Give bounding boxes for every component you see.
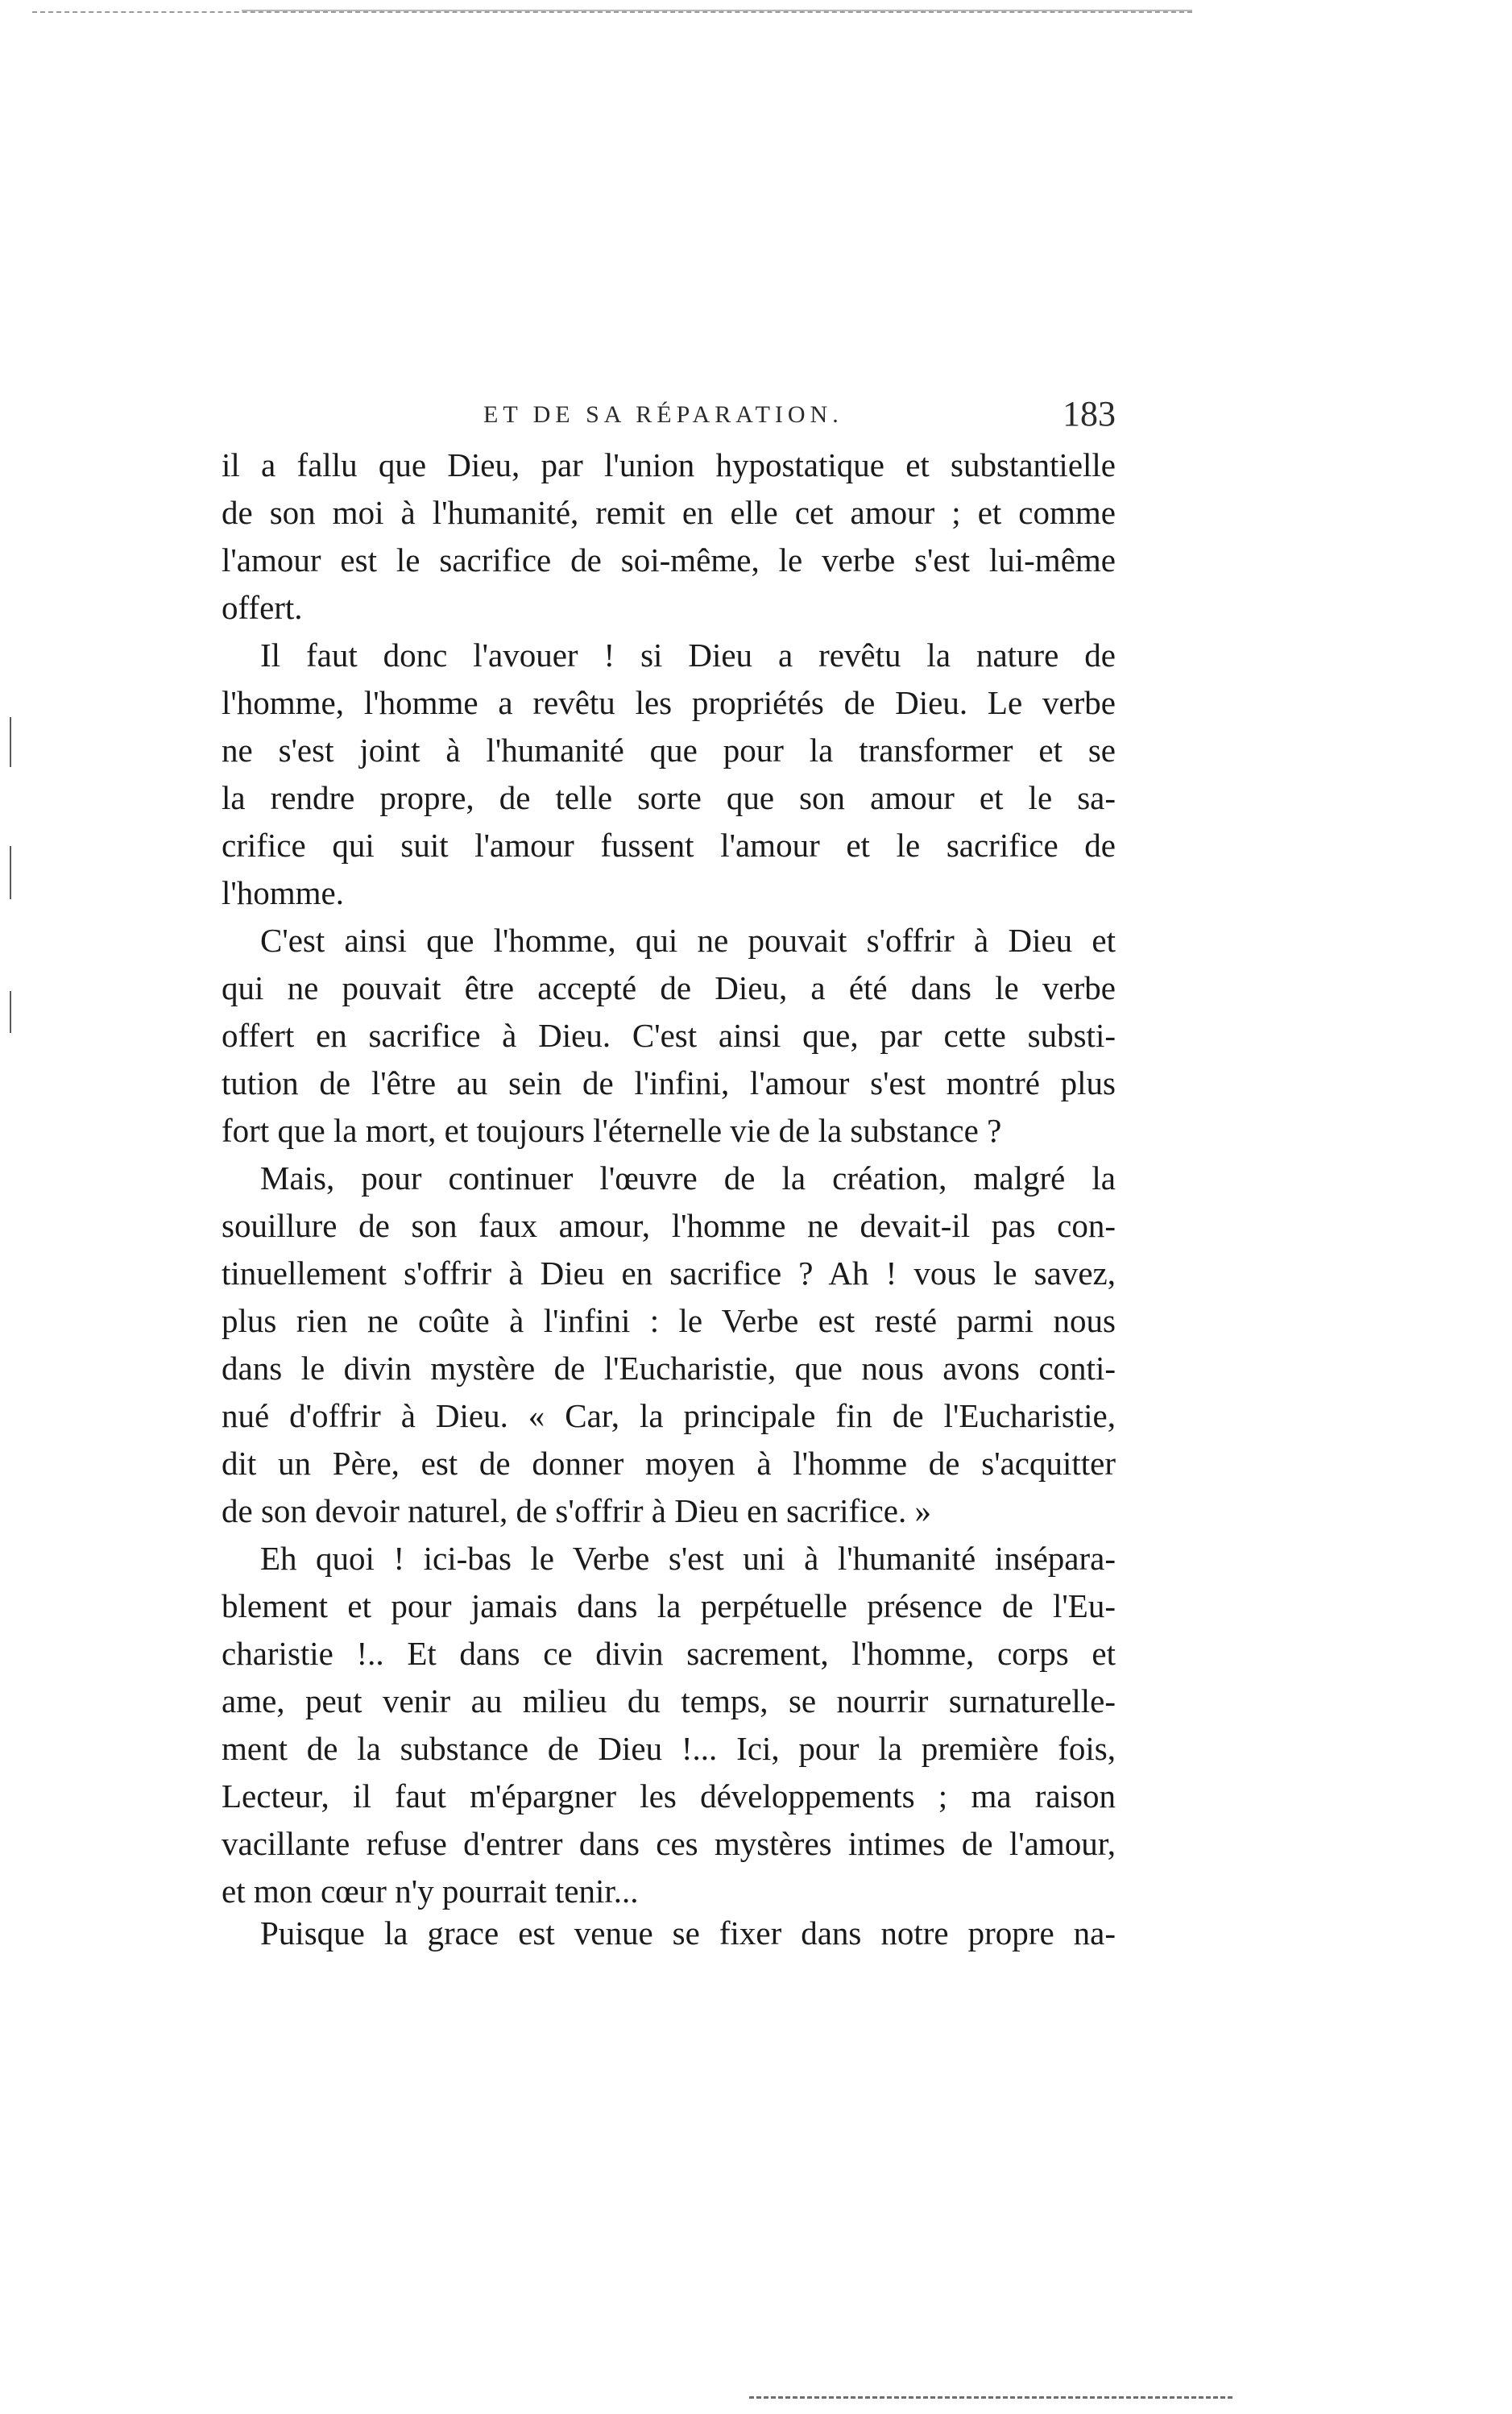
text-line: l'homme.	[222, 874, 345, 911]
margin-mark	[10, 991, 11, 1033]
text-line: nué d'offrir à Dieu. « Car, la principale fin de l'Eucharistie,	[222, 1397, 1116, 1434]
text-line: fort que la mort, et toujours l'éternelle vie de la substance ?	[222, 1112, 1002, 1149]
running-title: ET DE SA RÉPARATION.	[483, 401, 843, 428]
text-line: il a fallu que Dieu, par l'union hypostatique et substantielle	[222, 446, 1116, 483]
running-head	[222, 393, 1116, 442]
margin-mark	[10, 717, 11, 767]
text-line: vacillante refuse d'entrer dans ces mystères intimes de l'amour,	[222, 1825, 1116, 1862]
text-line: dit un Père, est de donner moyen à l'homme de s'acquitter	[222, 1445, 1116, 1482]
text-line: tution de l'être au sein de l'infini, l'amour s'est montré plus	[222, 1064, 1116, 1101]
text-line: l'homme, l'homme a revêtu les propriétés de Dieu. Le verbe	[222, 684, 1116, 721]
text-line: souillure de son faux amour, l'homme ne devait-il pas con-	[222, 1207, 1116, 1244]
text-line: Mais, pour continuer l'œuvre de la création, malgré la	[260, 1159, 1116, 1197]
bottom-edge-rule	[749, 2396, 1232, 2399]
text-line: blement et pour jamais dans la perpétuelle présence de l'Eu-	[222, 1587, 1116, 1624]
text-line: Il faut donc l'avouer ! si Dieu a revêtu la nature de	[260, 637, 1116, 674]
text-line: qui ne pouvait être accepté de Dieu, a été dans le verbe	[222, 969, 1116, 1006]
text-line: la rendre propre, de telle sorte que son amour et le sa-	[222, 779, 1116, 816]
text-line: l'amour est le sacrifice de soi-même, le verbe s'est lui-même	[222, 541, 1116, 579]
text-line: ment de la substance de Dieu !... Ici, pour la première fois,	[222, 1730, 1116, 1767]
text-line: offert.	[222, 589, 303, 626]
text-line: et mon cœur n'y pourrait tenir...	[222, 1873, 639, 1910]
text-line: Lecteur, il faut m'épargner les développements ; ma raison	[222, 1777, 1116, 1815]
margin-mark	[10, 846, 11, 899]
text-line: ne s'est joint à l'humanité que pour la transformer et se	[222, 732, 1116, 769]
text-line: offert en sacrifice à Dieu. C'est ainsi que, par cette substi-	[222, 1017, 1116, 1054]
body-text	[222, 442, 1116, 1915]
text-line: Eh quoi ! ici-bas le Verbe s'est uni à l'humanité insépara-	[260, 1540, 1116, 1577]
text-line: charistie !.. Et dans ce divin sacrement, l'homme, corps et	[222, 1635, 1116, 1672]
top-edge-rule-solid	[242, 10, 1192, 11]
page-number: 183	[1063, 394, 1116, 433]
text-line: de son moi à l'humanité, remit en elle cet amour ; et comme	[222, 494, 1116, 531]
text-line: plus rien ne coûte à l'infini : le Verbe est resté parmi nous	[222, 1302, 1116, 1339]
text-line: ame, peut venir au milieu du temps, se nourrir surnaturelle-	[222, 1682, 1116, 1719]
text-line: tinuellement s'offrir à Dieu en sacrifice ? Ah ! vous le savez,	[222, 1255, 1116, 1292]
text-line: C'est ainsi que l'homme, qui ne pouvait s'offrir à Dieu et	[260, 922, 1116, 959]
text-line: de son devoir naturel, de s'offrir à Dieu en sacrifice. »	[222, 1492, 931, 1529]
text-line: Puisque la grace est venue se fixer dans notre propre na-	[260, 1914, 1116, 1952]
closing-paragraph	[222, 1910, 1116, 1957]
top-edge-rule	[32, 11, 1192, 13]
text-line: dans le divin mystère de l'Eucharistie, que nous avons conti-	[222, 1350, 1116, 1387]
text-line: crifice qui suit l'amour fussent l'amour et le sacrifice de	[222, 827, 1116, 864]
